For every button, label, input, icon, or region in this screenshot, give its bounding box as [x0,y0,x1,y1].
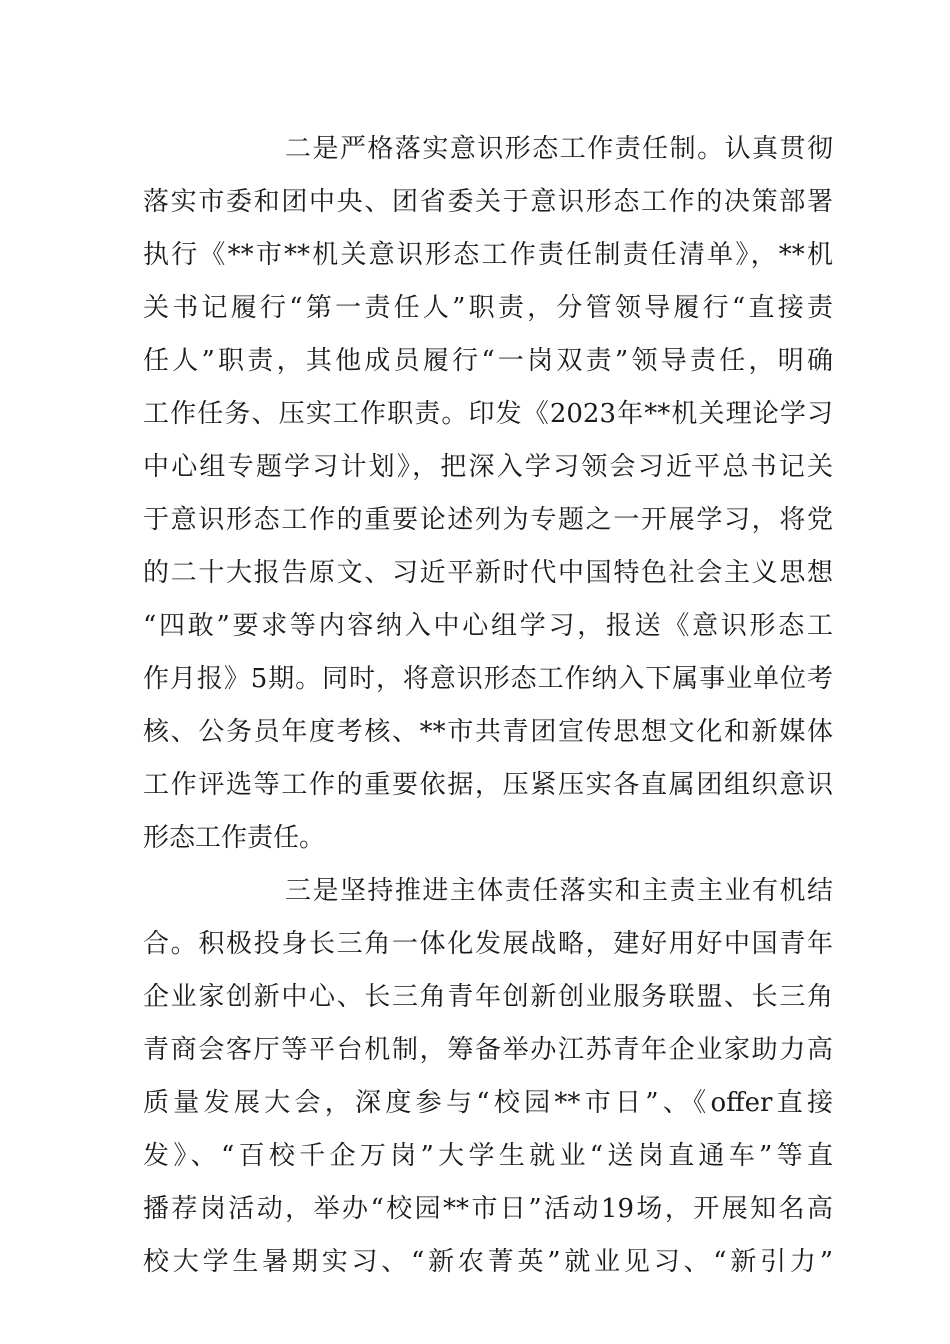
paragraph-1-line: 二是严格落实意识形态工作责任制。认真贯彻 [285,134,833,164]
paragraph-2-line: 青商会客厅等平台机制，筹备举办江苏青年企业家助力高 [143,1035,833,1065]
paragraph-1-line: 关书记履行“第一责任人”职责，分管领导履行“直接责 [143,293,833,323]
paragraph-2-line: 合。积极投身长三角一体化发展战略，建好用好中国青年 [143,929,833,959]
paragraph-1-line: 形态工作责任。 [143,823,326,853]
paragraph-1-line: 工作任务、压实工作职责。印发《2023年**机关理论学习 [143,399,833,429]
paragraph-2-line: 质量发展大会，深度参与“校园**市日”、《offer直接 [143,1088,833,1118]
paragraph-2-line: 三是坚持推进主体责任落实和主责主业有机结 [285,876,833,906]
paragraph-1-line: 中心组专题学习计划》，把深入学习领会习近平总书记关 [143,452,833,482]
paragraph-1-line: 作月报》5期。同时，将意识形态工作纳入下属事业单位考 [143,664,833,694]
paragraph-1-line: 的二十大报告原文、习近平新时代中国特色社会主义思想 [143,558,833,588]
body-text [143,123,833,1289]
paragraph-1-line: 任人”职责，其他成员履行“一岗双责”领导责任，明确 [143,346,833,376]
paragraph-1-line: 落实市委和团中央、团省委关于意识形态工作的决策部署 [143,187,833,217]
paragraph-2-line: 企业家创新中心、长三角青年创新创业服务联盟、长三角 [143,982,833,1012]
paragraph-2-line: 发》、“百校千企万岗”大学生就业“送岗直通车”等直 [143,1141,833,1171]
paragraph-1-line: 执行《**市**机关意识形态工作责任制责任清单》，**机 [143,240,833,270]
paragraph-1-line: 工作评选等工作的重要依据，压紧压实各直属团组织意识 [143,770,833,800]
paragraph-1-line: 于意识形态工作的重要论述列为专题之一开展学习，将党 [143,505,833,535]
paragraph-1-line: 核、公务员年度考核、**市共青团宣传思想文化和新媒体 [143,717,833,747]
paragraph-1-line: “四敢”要求等内容纳入中心组学习，报送《意识形态工 [143,611,833,641]
paragraph-2-line: 校大学生暑期实习、“新农菁英”就业见习、“新引力” [143,1247,833,1277]
paragraph-2-line: 播荐岗活动，举办“校园**市日”活动19场，开展知名高 [143,1194,833,1224]
